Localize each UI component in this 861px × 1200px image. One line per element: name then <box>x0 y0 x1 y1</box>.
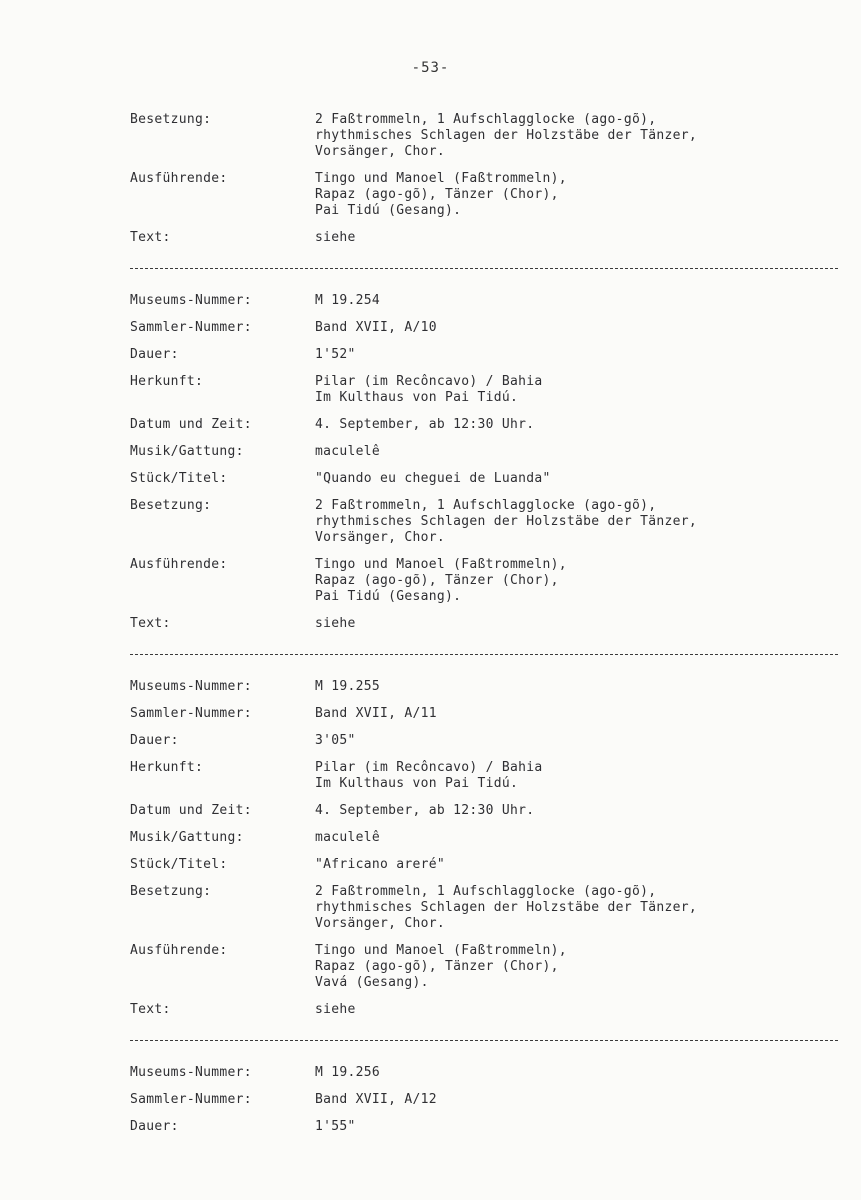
field-value <box>315 347 830 363</box>
field-label: Stück/Titel: <box>130 471 228 486</box>
field-row <box>130 884 830 932</box>
field-row <box>130 706 830 722</box>
field-value-line: Pilar (im Recôncavo) / Bahia <box>315 374 543 389</box>
field-value-line: Pai Tidú (Gesang). <box>315 589 462 604</box>
field-row <box>130 1092 830 1108</box>
field-value-line: siehe <box>315 1002 356 1017</box>
field-value <box>315 733 830 749</box>
field-value-line: 2 Faßtrommeln, 1 Aufschlagglocke (ago-gõ), <box>315 884 657 899</box>
field-label: Text: <box>130 230 171 245</box>
field-value <box>315 616 830 632</box>
field-row <box>130 803 830 819</box>
field-value <box>315 760 830 792</box>
field-label: Text: <box>130 1002 171 1017</box>
field-value-line: Vavá (Gesang). <box>315 975 429 990</box>
field-label: Dauer: <box>130 1119 179 1134</box>
field-value <box>315 943 830 991</box>
field-row <box>130 616 830 632</box>
dashed-separator <box>130 268 838 270</box>
field-row <box>130 760 830 792</box>
field-value-line: "Africano areré" <box>315 857 446 872</box>
field-value-line: Vorsänger, Chor. <box>315 144 446 159</box>
field-row <box>130 733 830 749</box>
dashed-separator <box>130 654 838 656</box>
field-label: Datum und Zeit: <box>130 417 252 432</box>
field-value-line: M 19.254 <box>315 293 381 308</box>
field-label: Dauer: <box>130 733 179 748</box>
field-row <box>130 1002 830 1018</box>
field-row <box>130 171 830 219</box>
field-row <box>130 112 830 160</box>
field-label: Ausführende: <box>130 171 228 186</box>
field-value-line: maculelê <box>315 830 381 845</box>
field-value-line: Pilar (im Recôncavo) / Bahia <box>315 760 543 775</box>
field-value-line: Rapaz (ago-gõ), Tänzer (Chor), <box>315 187 559 202</box>
field-label: Sammler-Nummer: <box>130 1092 252 1107</box>
field-value <box>315 1092 830 1108</box>
field-value-line: 4. September, ab 12:30 Uhr. <box>315 417 535 432</box>
field-value-line: M 19.256 <box>315 1065 381 1080</box>
continued-entry <box>130 112 830 246</box>
field-value <box>315 320 830 336</box>
catalog-entry <box>130 1065 830 1135</box>
catalog-entry <box>130 679 830 1018</box>
field-row <box>130 320 830 336</box>
field-value-line: rhythmisches Schlagen der Holzstäbe der Tänzer, <box>315 900 697 915</box>
field-row <box>130 417 830 433</box>
field-value-line: "Quando eu cheguei de Luanda" <box>315 471 551 486</box>
field-row <box>130 830 830 846</box>
field-label: Stück/Titel: <box>130 857 228 872</box>
field-label: Besetzung: <box>130 112 212 127</box>
field-value-line: Tingo und Manoel (Faßtrommeln), <box>315 557 567 572</box>
field-value-line: Band XVII, A/10 <box>315 320 437 335</box>
field-label: Ausführende: <box>130 557 228 572</box>
field-label: Musik/Gattung: <box>130 444 244 459</box>
field-row <box>130 1065 830 1081</box>
field-value <box>315 1065 830 1081</box>
field-row <box>130 943 830 991</box>
field-label: Museums-Nummer: <box>130 293 252 308</box>
field-value-line: 3'05" <box>315 733 356 748</box>
field-value <box>315 112 830 160</box>
field-value <box>315 830 830 846</box>
field-value <box>315 417 830 433</box>
field-label: Besetzung: <box>130 884 212 899</box>
dashed-separator <box>130 1040 838 1042</box>
field-value <box>315 171 830 219</box>
field-value-line: rhythmisches Schlagen der Holzstäbe der Tänzer, <box>315 514 697 529</box>
field-value-line: Band XVII, A/11 <box>315 706 437 721</box>
field-label: Text: <box>130 616 171 631</box>
catalog-entry <box>130 293 830 632</box>
field-value <box>315 1002 830 1018</box>
field-row <box>130 293 830 309</box>
field-value-line: 1'55" <box>315 1119 356 1134</box>
field-row <box>130 498 830 546</box>
field-value <box>315 374 830 406</box>
field-value <box>315 444 830 460</box>
field-value-line: 2 Faßtrommeln, 1 Aufschlagglocke (ago-gõ), <box>315 112 657 127</box>
field-value <box>315 557 830 605</box>
field-value <box>315 1119 830 1135</box>
field-row <box>130 230 830 246</box>
field-label: Museums-Nummer: <box>130 679 252 694</box>
field-label: Besetzung: <box>130 498 212 513</box>
field-value-line: Tingo und Manoel (Faßtrommeln), <box>315 943 567 958</box>
field-value-line: maculelê <box>315 444 381 459</box>
field-label: Dauer: <box>130 347 179 362</box>
field-value-line: rhythmisches Schlagen der Holzstäbe der Tänzer, <box>315 128 697 143</box>
field-value-line: Im Kulthaus von Pai Tidú. <box>315 390 519 405</box>
field-value-line: Tingo und Manoel (Faßtrommeln), <box>315 171 567 186</box>
field-value-line: Vorsänger, Chor. <box>315 916 446 931</box>
field-value <box>315 857 830 873</box>
page-number: -53- <box>411 60 450 76</box>
field-value <box>315 498 830 546</box>
field-row <box>130 1119 830 1135</box>
field-value <box>315 679 830 695</box>
field-label: Herkunft: <box>130 374 204 389</box>
field-value <box>315 884 830 932</box>
field-value-line: siehe <box>315 230 356 245</box>
field-value-line: Vorsänger, Chor. <box>315 530 446 545</box>
field-value <box>315 293 830 309</box>
field-label: Musik/Gattung: <box>130 830 244 845</box>
catalog-content <box>130 112 830 1146</box>
field-row <box>130 857 830 873</box>
field-label: Herkunft: <box>130 760 204 775</box>
field-value-line: 2 Faßtrommeln, 1 Aufschlagglocke (ago-gõ), <box>315 498 657 513</box>
field-label: Datum und Zeit: <box>130 803 252 818</box>
field-label: Museums-Nummer: <box>130 1065 252 1080</box>
field-label: Sammler-Nummer: <box>130 320 252 335</box>
field-value-line: Rapaz (ago-gõ), Tänzer (Chor), <box>315 959 559 974</box>
field-value <box>315 230 830 246</box>
field-value-line: siehe <box>315 616 356 631</box>
field-row <box>130 471 830 487</box>
field-value-line: M 19.255 <box>315 679 381 694</box>
field-value <box>315 471 830 487</box>
field-label: Sammler-Nummer: <box>130 706 252 721</box>
field-row <box>130 374 830 406</box>
field-value-line: Pai Tidú (Gesang). <box>315 203 462 218</box>
field-label: Ausführende: <box>130 943 228 958</box>
field-row <box>130 444 830 460</box>
field-value <box>315 803 830 819</box>
field-value <box>315 706 830 722</box>
field-value-line: 1'52" <box>315 347 356 362</box>
field-value-line: Rapaz (ago-gõ), Tänzer (Chor), <box>315 573 559 588</box>
field-row <box>130 347 830 363</box>
field-row <box>130 557 830 605</box>
field-value-line: Im Kulthaus von Pai Tidú. <box>315 776 519 791</box>
field-value-line: 4. September, ab 12:30 Uhr. <box>315 803 535 818</box>
field-row <box>130 679 830 695</box>
field-value-line: Band XVII, A/12 <box>315 1092 437 1107</box>
